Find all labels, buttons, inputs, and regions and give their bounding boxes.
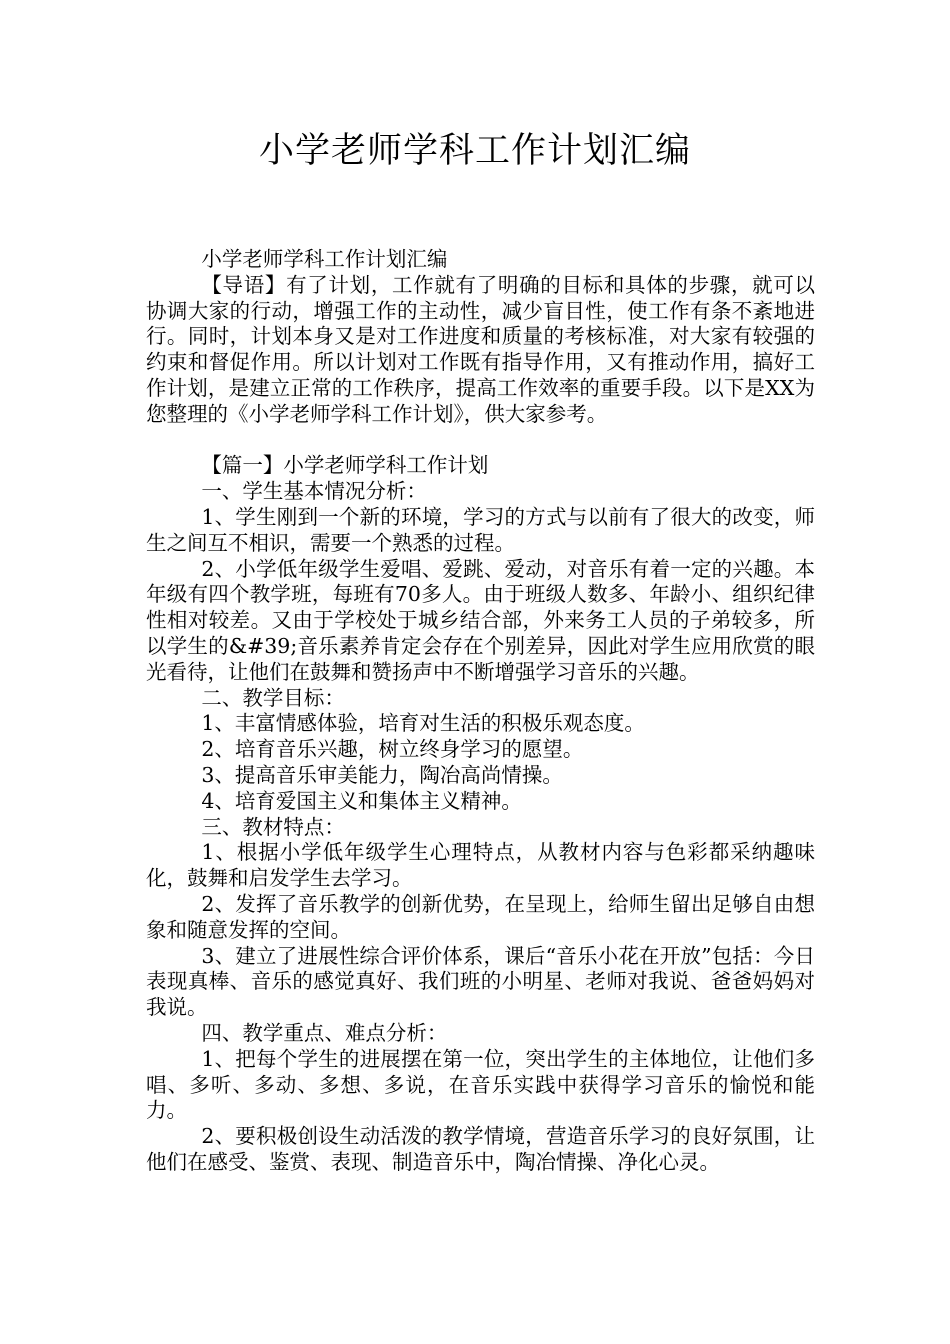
body-paragraph: 3、建立了进展性综合评价体系，课后“音乐小花在开放”包括：今日表现真棒、音乐的感觉真好、我们班的小明星、老师对我说、爸爸妈妈对我说。 bbox=[146, 943, 815, 1020]
body-paragraph: 2、要积极创设生动活泼的教学情境，营造音乐学习的良好氛围，让他们在感受、鉴赏、表现、制造音乐中，陶冶情操、净化心灵。 bbox=[146, 1124, 815, 1174]
body-paragraph: 【篇一】小学老师学科工作计划 bbox=[201, 453, 489, 478]
body-paragraph: 2、小学低年级学生爱唱、爱跳、爱动，对音乐有着一定的兴趣。本年级有四个教学班，每班有70多人。由于班级人数多、年龄小、组织纪律性相对较差。又由于学校处于城乡结合部，外来务工人员的子弟较多，所以学生的&#39;音乐素养肯定会存在个别差异，因此对学生应用欣赏的眼光看待，让他们在鼓舞和赞扬声中不断增强学习音乐的兴趣。 bbox=[146, 556, 815, 684]
body-paragraph: 2、培育音乐兴趣，树立终身学习的愿望。 bbox=[201, 737, 584, 762]
body-paragraph: 1、把每个学生的进展摆在第一位，突出学生的主体地位，让他们多唱、多听、多动、多想、多说，在音乐实践中获得学习音乐的愉悦和能力。 bbox=[146, 1046, 815, 1123]
body-paragraph: 小学老师学科工作计划汇编 bbox=[201, 247, 448, 271]
body-paragraph: 4、培育爱国主义和集体主义精神。 bbox=[201, 788, 522, 813]
body-paragraph: 1、丰富情感体验，培育对生活的积极乐观态度。 bbox=[201, 711, 645, 736]
document-title: 小学老师学科工作计划汇编 bbox=[258, 131, 691, 171]
body-paragraph: 2、发挥了音乐教学的创新优势，在呈现上，给师生留出足够自由想象和随意发挥的空间。 bbox=[146, 891, 815, 942]
body-paragraph: 1、学生刚到一个新的环境，学习的方式与以前有了很大的改变，师生之间互不相识，需要一个熟悉的过程。 bbox=[146, 504, 815, 555]
body-paragraph: 二、教学目标： bbox=[201, 685, 345, 710]
body-paragraph: 三、教材特点： bbox=[201, 814, 345, 839]
body-paragraph: 一、学生基本情况分析： bbox=[201, 479, 427, 504]
body-paragraph: 四、教学重点、难点分析： bbox=[201, 1020, 448, 1045]
body-paragraph: 【导语】有了计划，工作就有了明确的目标和具体的步骤，就可以协调大家的行动，增强工作的主动性，减少盲目性，使工作有条不紊地进行。同时，计划本身又是对工作进度和质量的考核标准，对大家有较强的约束和督促作用。所以计划对工作既有指导作用，又有推动作用，搞好工作计划，是建立正常的工作秩序，提高工作效率的重要手段。以下是XX为您整理的《小学老师学科工作计划》，供大家参考。 bbox=[146, 272, 815, 426]
document-body bbox=[146, 247, 815, 1176]
body-paragraph: 3、提高音乐审美能力，陶冶高尚情操。 bbox=[201, 762, 563, 787]
body-paragraph: 1、根据小学低年级学生心理特点，从教材内容与色彩都采纳趣味化，鼓舞和启发学生去学习。 bbox=[146, 840, 815, 891]
